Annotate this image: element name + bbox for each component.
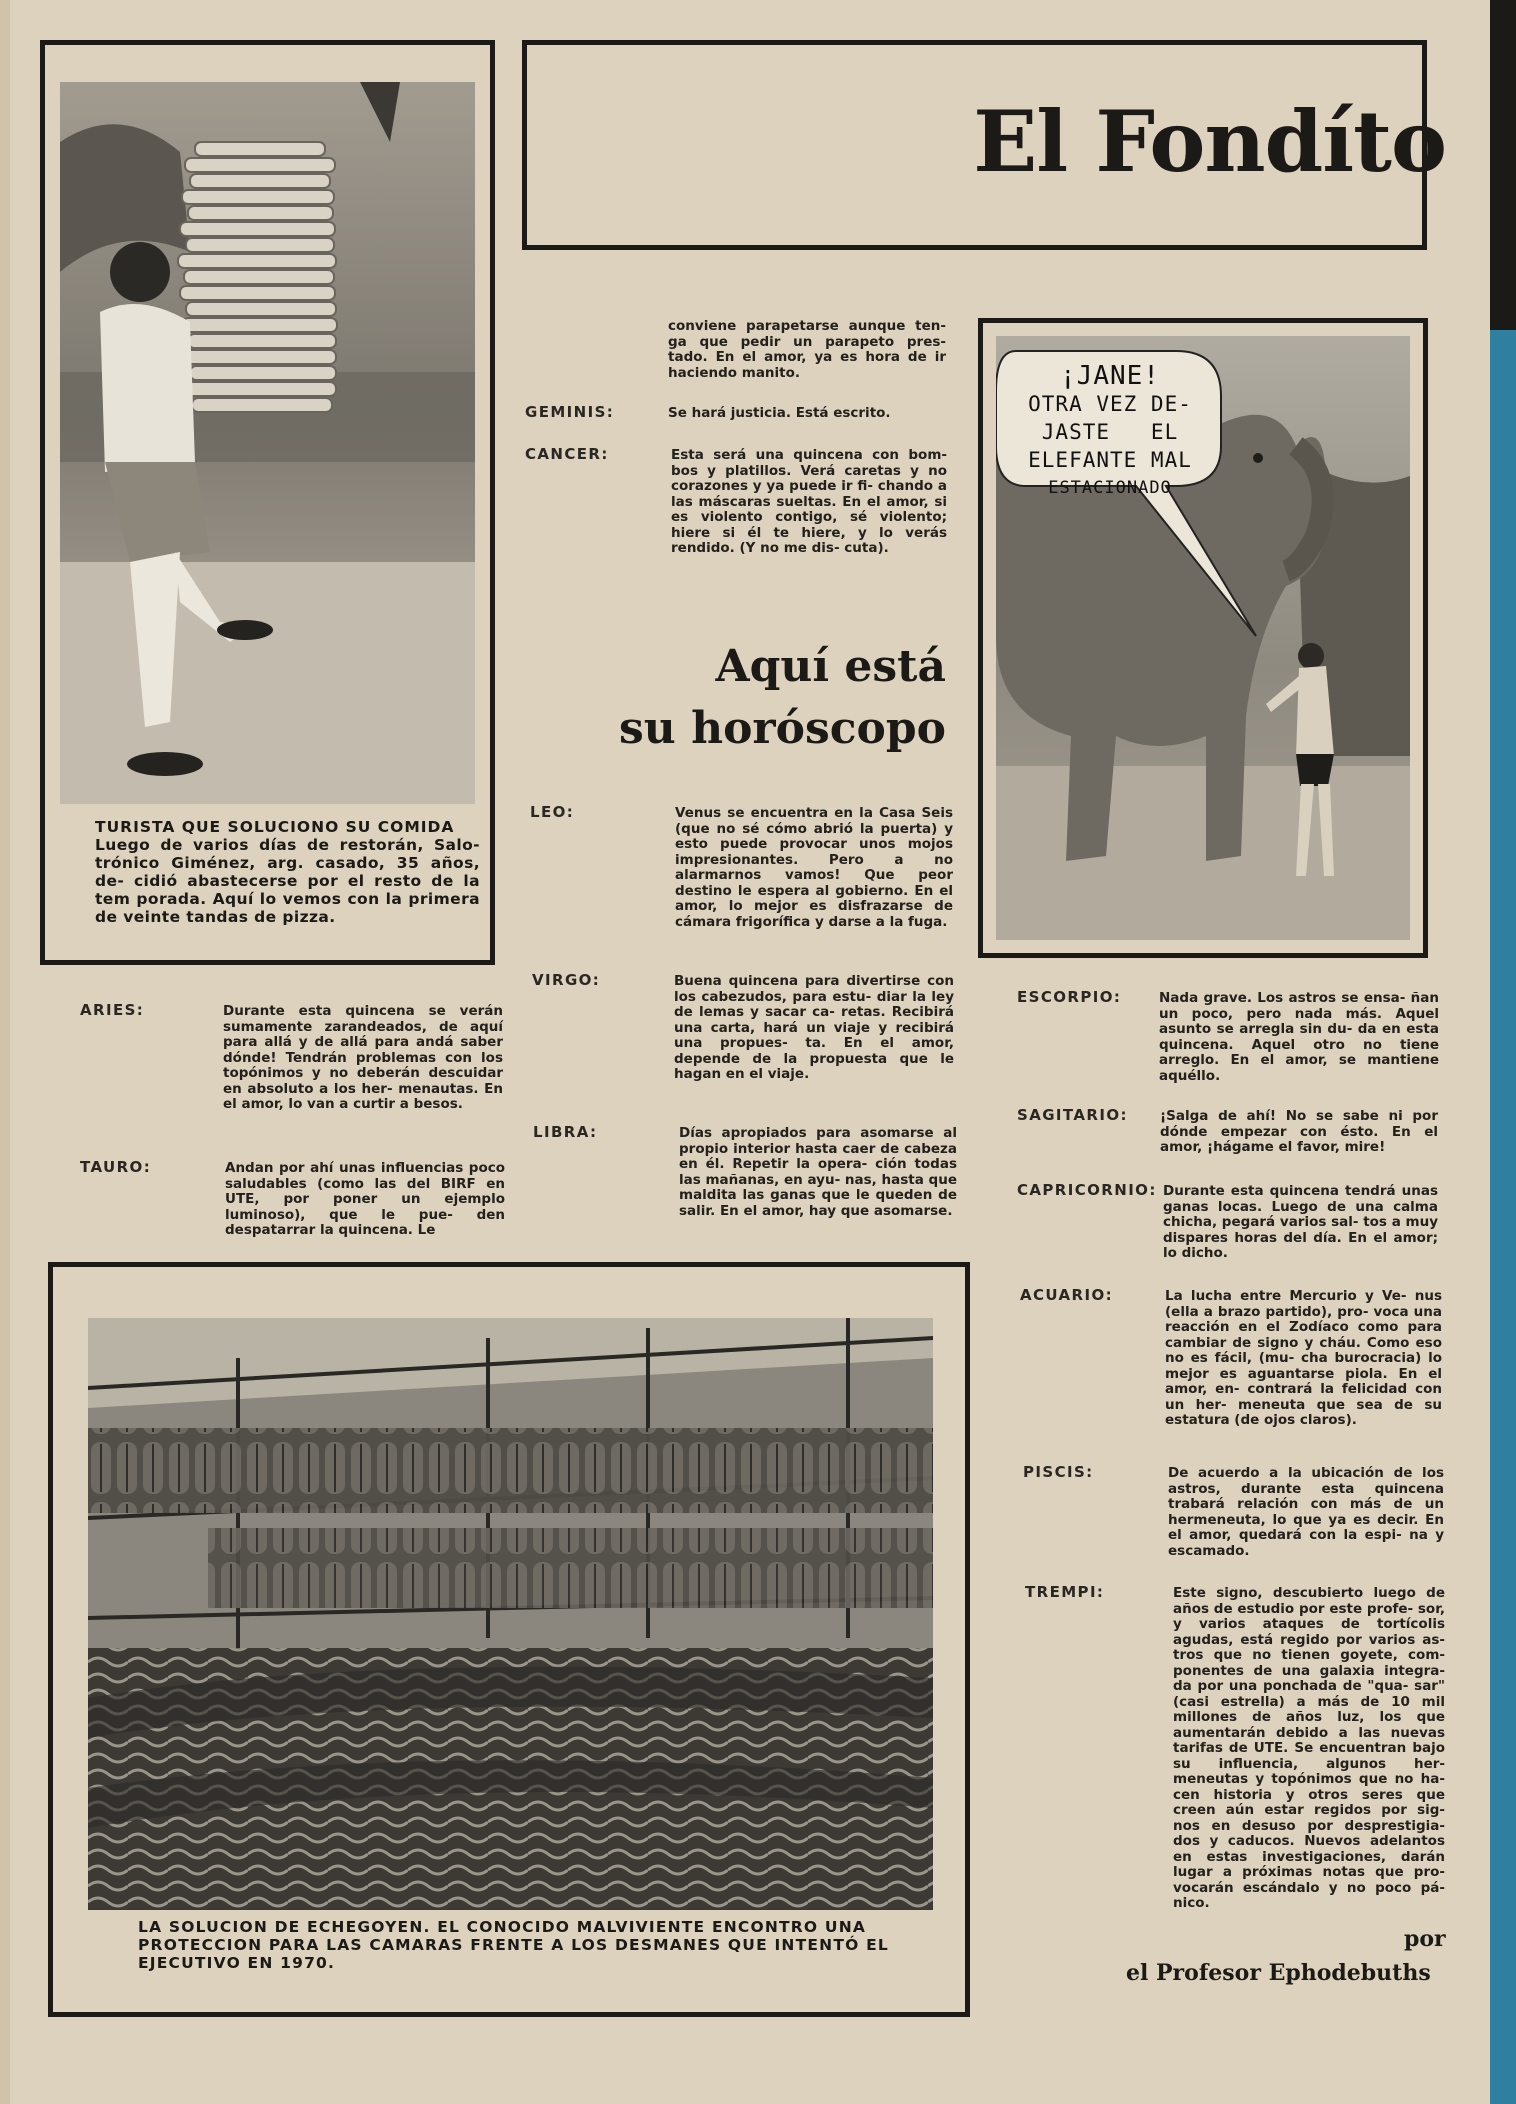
page-right-edge <box>1490 0 1516 2104</box>
page-left-edge <box>0 0 10 2104</box>
sign-name: CAPRICORNIO: <box>1017 1181 1157 1199</box>
sign-aries <box>80 1003 510 1133</box>
sign-text: ¡Salga de ahí! No se sabe ni por dónde empezar con ésto. En el amor, ¡hágame el favor, mire! <box>1160 1108 1438 1155</box>
sign-name: ARIES: <box>80 1001 145 1019</box>
sign-name: PISCIS: <box>1023 1463 1094 1481</box>
sign-libra <box>533 1125 963 1240</box>
photo-pizza-caption-body: Luego de varios días de restorán, Salo- trónico Giménez, arg. casado, 35 años, de- cidió abastecerse por el resto de la tem porada. Aquí lo vemos con la primera de veinte tandas de pizza. <box>95 836 480 926</box>
sign-trempi <box>1025 1585 1455 1920</box>
sign-name: TAURO: <box>80 1158 152 1176</box>
sign-text: Esta será una quincena con bom- bos y platillos. Verá caretas y no corazones y ya puede ir fi- chando a las máscaras sueltas. En el amor, si es violento contigo, sé violento; hiere si él te hiere, y lo verás rendido. (Y no me dis- cuta). <box>671 447 947 556</box>
sign-name: SAGITARIO: <box>1017 1106 1128 1124</box>
horoscope-heading <box>600 636 946 760</box>
credit-por: por <box>1404 1926 1446 1952</box>
sign-cancer <box>525 447 955 577</box>
intro-continuation-text: conviene parapetarse aunque ten- ga que pedir un parapeto pres- tado. En el amor, ya es hora de ir haciendo manito. <box>668 318 946 381</box>
sign-capricornio <box>1017 1183 1447 1263</box>
horoscope-heading-line-1: Aquí está <box>715 641 946 692</box>
sign-text: La lucha entre Mercurio y Ve- nus (ella a brazo partido), pro- voca una reacción en el Zodíaco como para cambiar de signo y cháu. Como eso no es fácil, (mu- cha burocracia) lo mejor es aguantarse piola. En el amor, en- contrará la felicidad con un her- meneuta que sea de su estatura (de ojos claros). <box>1165 1288 1442 1428</box>
intro-continuation <box>525 318 955 381</box>
sign-acuario <box>1020 1288 1450 1448</box>
sign-name: ACUARIO: <box>1020 1286 1114 1304</box>
sign-piscis <box>1023 1465 1453 1565</box>
bubble-line-1: ¡JANE! <box>1060 361 1160 391</box>
photo-pizza-caption <box>95 818 480 926</box>
sign-text: Días apropiados para asomarse al propio interior hasta caer de cabeza en él. Repetir la opera- ción todas las mañanas, en ayu- nas, hasta que maldita las ganas que le queden de salir. En el amor, hay que asomarse. <box>679 1125 957 1219</box>
sign-virgo <box>532 973 962 1103</box>
sign-text: De acuerdo a la ubicación de los astros, durante esta quincena trabará relación con más de un hermeneuta, lo que ya es decir. En el amor, quedará con la espi- na y escamado. <box>1168 1465 1444 1559</box>
sign-text: Andan por ahí unas influencias poco saludables (como las del BIRF en UTE, por poner un ejemplo luminoso), que le pue- den despatarrar la quincena. Le <box>225 1160 505 1238</box>
photo-pizza-caption-title: TURISTA QUE SOLUCIONO SU COMIDA <box>95 818 455 836</box>
sign-name: LEO: <box>530 803 575 821</box>
bubble-line-4: ELEFANTE MAL <box>1028 448 1192 472</box>
sign-geminis <box>525 405 955 429</box>
sign-text: Venus se encuentra en la Casa Seis (que no sé cómo abrió la puerta) y esto puede provocar unos mojos impresionantes. Pero a no alarmarnos vamos! Que peor destino le espera al gobierno. En el amor, lo mejor es disfrazarse de cámara frigorífica y darse a la fuga. <box>675 805 953 930</box>
photo-pizza-tourist <box>60 82 475 804</box>
sign-text: Se hará justicia. Está escrito. <box>668 405 891 421</box>
bubble-line-2: OTRA VEZ DE- <box>1028 392 1192 416</box>
bubble-line-3: JASTE EL <box>1041 420 1179 444</box>
bubble-line-5: ESTACIONADO <box>1048 478 1172 498</box>
credit-author: el Profesor Ephodebuths <box>1126 1960 1431 1986</box>
sign-text: Buena quincena para divertirse con los cabezudos, para estu- diar la ley de lemas y sacar ca- retas. Recibirá una carta, hará un viaje y recibirá una propues- ta. En el amor, depende de la propuesta que le hagan en el viaje. <box>674 973 954 1082</box>
photo-tires-warehouse <box>88 1318 933 1910</box>
page-title: El Fondíto <box>973 92 1446 191</box>
sign-text: Nada grave. Los astros se ensa- ñan un poco, pero nada más. Aquel asunto se arregla sin du- da en esta quincena. Aquel otro no tiene arreglo. En el amor, se mantiene aquéllo. <box>1159 990 1439 1084</box>
sign-text: Durante esta quincena tendrá unas ganas locas. Luego de una calma chicha, pegará varios sal- tos a muy dispares horas del día. En el amor; lo dicho. <box>1163 1183 1438 1261</box>
sign-name: VIRGO: <box>532 971 601 989</box>
photo-tires-caption: LA SOLUCION DE ECHEGOYEN. EL CONOCIDO MALVIVIENTE ENCONTRO UNA PROTECCION PARA LAS CAMARAS FRENTE A LOS DESMANES QUE INTENTÓ EL EJECUTIVO EN 1970. <box>138 1918 889 1972</box>
sign-name: TREMPI: <box>1025 1583 1105 1601</box>
elephant-speech-bubble <box>1003 362 1217 502</box>
sign-tauro <box>80 1160 510 1255</box>
sign-sagitario <box>1017 1108 1447 1168</box>
sign-text: Este signo, descubierto luego de años de estudio por este profe- sor, y varios ataques de tortícolis agudas, está regido por varios as- tros que no tienen goyete, com- ponentes de una galaxia integra- da por una ponchada de "qua- sar" (casi estrella) a más de 10 mil millones de años luz, los que aumentarán debido a las nuevas tarifas de UTE. Se encuentran bajo su influencia, algunos her- meneutas y topónimos que no ha- cen historia y otros seres que creen aún estar regidos por sig- nos en desuso por desprestigia- dos y caducos. Nuevos adelantos en estas investigaciones, darán lugar a próximas notas que pro- vocarán escándalo y no poco pá- nico. <box>1173 1585 1445 1911</box>
horoscope-heading-line-2: su horóscopo <box>619 703 946 754</box>
sign-name: LIBRA: <box>533 1123 598 1141</box>
sign-name: GEMINIS: <box>525 403 615 421</box>
sign-name: CANCER: <box>525 445 609 463</box>
sign-text: Durante esta quincena se verán sumamente zarandeados, de aquí para allá y de allá para andá saber dónde! Tendrán problemas con los topónimos y no deberán descuidar en absoluto a los her- menautas. En el amor, lo van a curtir a besos. <box>223 1003 503 1112</box>
sign-name: ESCORPIO: <box>1017 988 1122 1006</box>
sign-escorpio <box>1017 990 1447 1090</box>
sign-leo <box>530 805 960 955</box>
